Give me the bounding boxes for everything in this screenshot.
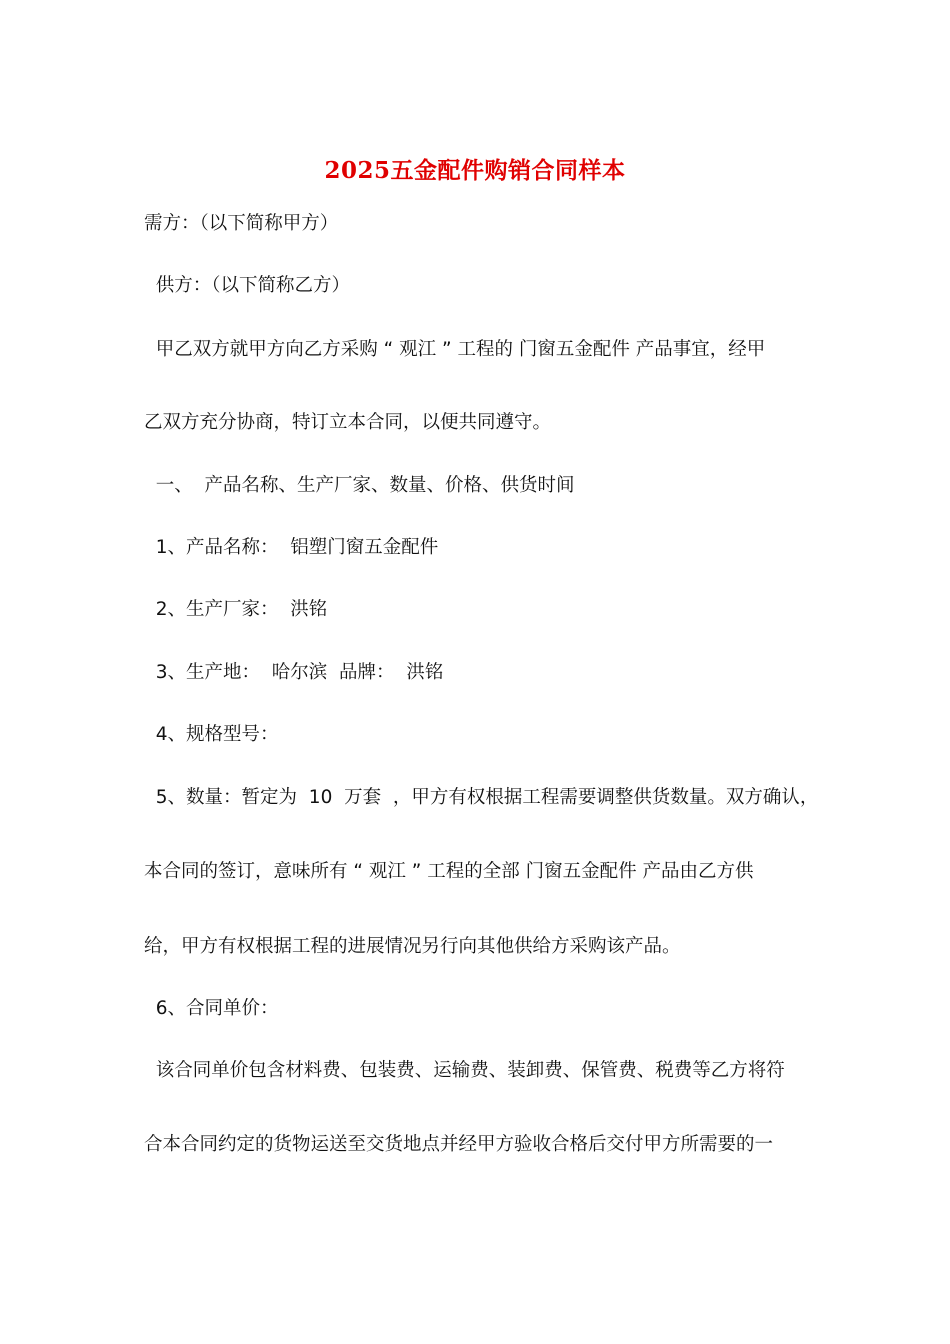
list-item: 2、生产厂家： 洪铭	[144, 599, 328, 620]
paragraph-line: 该合同单价包含材料费、包装费、运输费、装卸费、保管费、税费等乙方将符	[144, 1060, 785, 1081]
paragraph-line: 乙双方充分协商，特订立本合同，以便共同遵守。	[144, 412, 552, 433]
paragraph-line: 给，甲方有权根据工程的进展情况另行向其他供给方采购该产品。	[144, 936, 681, 957]
list-item: 5、数量：暂定为 10 万套 ，甲方有权根据工程需要调整供货数量。双方确认，	[144, 787, 819, 808]
list-item: 1、产品名称： 铝塑门窗五金配件	[144, 537, 439, 558]
list-item: 4、规格型号：	[144, 724, 279, 745]
section-heading: 一、 产品名称、生产厂家、数量、价格、供货时间	[144, 475, 575, 496]
paragraph-line: 甲乙双方就甲方向乙方采购 “ 观江 ” 工程的 门窗五金配件 产品事宜，经甲	[144, 339, 766, 360]
paragraph-line: 本合同的签订，意味所有 “ 观江 ” 工程的全部 门窗五金配件 产品由乙方供	[144, 861, 754, 882]
paragraph-line: 合本合同约定的货物运送至交货地点并经甲方验收合格后交付甲方所需要的一	[144, 1134, 774, 1155]
document-title: 2025五金配件购销合同样本	[324, 157, 626, 184]
list-item: 3、生产地： 哈尔滨 品牌： 洪铭	[144, 662, 444, 683]
party-b-line: 供方：（以下简称乙方）	[144, 275, 351, 296]
party-a-line: 需方：（以下简称甲方）	[144, 213, 339, 234]
list-item: 6、合同单价：	[144, 998, 279, 1019]
